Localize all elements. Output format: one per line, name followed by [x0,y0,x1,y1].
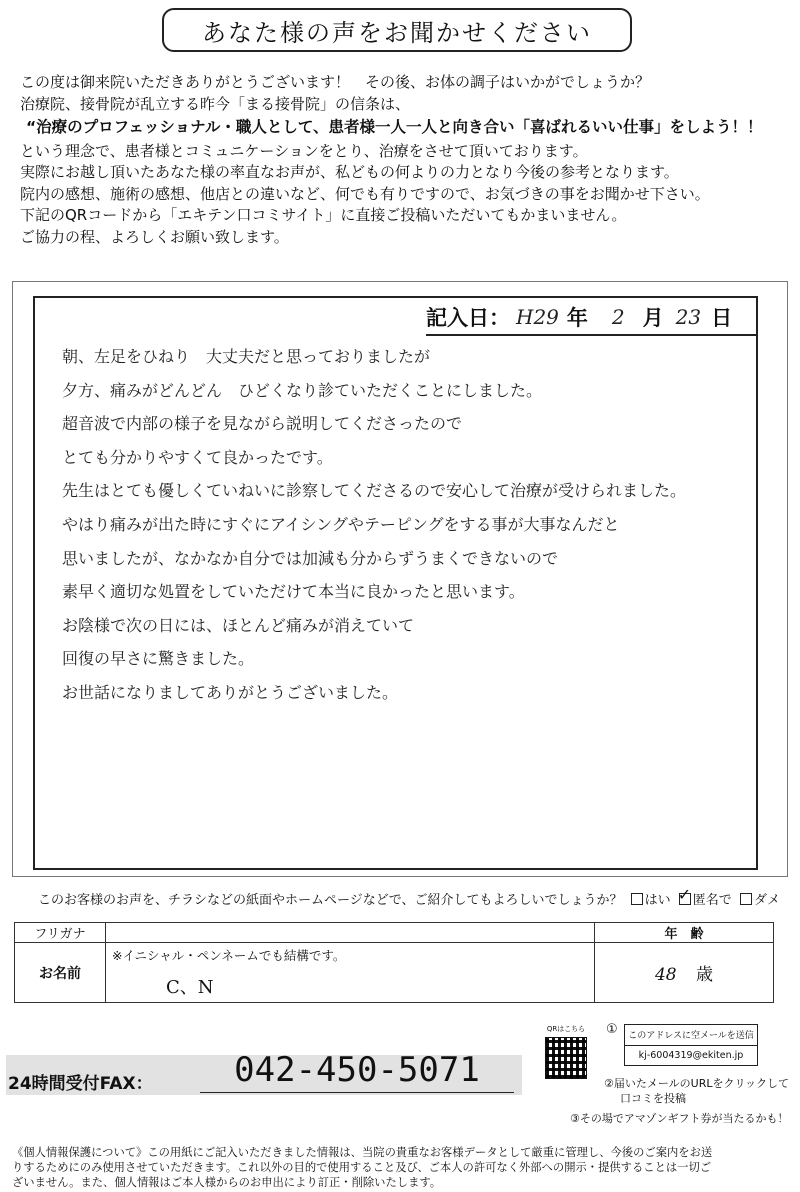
consent-yes-label: はい [644,893,671,908]
form-title: あなた様の声をお聞かせください [162,8,632,52]
privacy-line: 《個人情報保護について》この用紙にご記入いただきました情報は、当院の貴重なお客様データとして厳重に管理し、今後のご案内をお送 [12,1146,713,1159]
date-month-unit: 月 [642,306,664,330]
furigana-field[interactable] [106,923,595,943]
publication-consent [38,889,780,908]
age-unit: 歳 [696,965,714,985]
date-day: 23 [675,305,702,329]
ekiten-email[interactable]: kj-6004319@ekiten.jp [625,1045,757,1061]
comment-line: とても分かりやすくて良かったです。 [62,447,333,467]
date-year-unit: 年 [566,306,588,330]
privacy-line: りするためにのみ使用させていただきます。これ以外の目的で使用すること及び、ご本人の許可なく外部への開示・提供することは一切ご [12,1161,712,1174]
consent-anonymous-label: 匿名で [692,893,732,908]
customer-info-table [14,922,774,1003]
comment-line: お世話になりましてありがとうございました。 [62,682,399,702]
intro-text [20,72,800,248]
intro-line: 下記のQRコードから「エキテン口コミサイト」に直接ご投稿いただいてもかまいません。 [20,206,627,224]
step2-line1: ②届いたメールのURLをクリックして [604,1077,790,1090]
age-label: 年 齢 [595,923,774,943]
comment-line: やはり痛みが出た時にすぐにアイシングやテーピングをする事が大事なんだと [62,514,620,534]
name-field[interactable] [106,943,595,1003]
privacy-notice [12,1145,800,1190]
consent-no-checkbox[interactable] [740,893,752,905]
consent-yes-checkbox[interactable] [631,893,643,905]
handwritten-comment [62,340,782,710]
consent-no-label: ダメ [753,893,780,908]
intro-line: 実際にお越し頂いたあなた様の率直なお声が、私どもの何よりの力となり今後の参考となります。 [20,163,679,181]
clinic-motto: “治療のプロフェッショナル・職人として、患者様一人一人と向き合い「喜ばれるいい仕事」をしよう！！ [26,118,763,136]
comment-line: 夕方、痛みがどんどん ひどくなり診ていただくことにしました。 [62,380,543,400]
date-era-year: H29 [516,305,559,329]
comment-line: 超音波で内部の様子を見ながら説明してくださったので [62,414,463,434]
step1-number: ① [606,1022,618,1037]
qr-code-icon[interactable] [545,1037,587,1079]
intro-line: ご協力の程、よろしくお願い致します。 [20,227,289,246]
qr-caption: QRはこちら [546,1025,586,1033]
step1-text: このアドレスに空メールを送信 [628,1031,754,1041]
qr-section [538,1024,594,1088]
step3-text: ③その場でアマゾンギフト券が当たるかも！ [570,1112,789,1125]
intro-line: この度は御来院いただきありがとうございます！ その後、お体の調子はいかがでしょうか？ [20,73,651,91]
intro-line: 院内の感想、施術の感想、他店との違いなど、何でも有りですので、お気づきの事をお聞かせ下さい。 [20,184,710,203]
email-box [624,1024,758,1066]
step2-line2: 口コミを投稿 [620,1092,686,1105]
consent-anonymous-checkbox[interactable] [679,893,691,905]
privacy-line: ざいません。また、個人情報はご本人様からのお申出により訂正・削除いたします。 [12,1176,442,1189]
comment-line: 先生はとても優しくていねいに診察してくださるので安心して治療が受けられました。 [62,481,687,501]
intro-line: 治療院、接骨院が乱立する昨今「まる接骨院」の信条は、 [20,94,411,113]
comment-line: お陰様で次の日には、ほとんど痛みが消えていて [62,615,415,635]
intro-line: という理念で、患者様とコミュニケーションをとり、治療をさせて頂いております。 [20,141,588,160]
date-month: 2 [611,305,625,329]
comment-line: 思いましたが、なかなか自分では加減も分からずうまくできないので [62,548,559,568]
comment-line: 素早く適切な処置をしていただけて本当に良かったと思います。 [62,582,525,602]
consent-question: このお客様のお声を、チラシなどの紙面やホームページなどで、ご紹介してもよろしいでしょうか？ [38,893,623,908]
date-label: 記入日： [426,306,510,330]
comment-line: 朝、左足をひねり 大丈夫だと思っておりましたが [62,347,431,366]
comment-line: 回復の早さに驚きました。 [62,649,255,669]
age-field[interactable] [595,943,774,1003]
name-label: お名前 [15,943,106,1003]
age-value: 48 [654,965,677,985]
furigana-label: フリガナ [15,923,106,943]
fax-label: 24時間受付FAX： [8,1074,153,1094]
fax-number[interactable]: 042-450-5071 [200,1050,514,1093]
name-note: ※イニシャル・ペンネームでも結構です。 [112,948,346,963]
name-value: C、N [166,977,214,998]
entry-date[interactable] [426,300,758,336]
date-day-unit: 日 [711,306,733,330]
